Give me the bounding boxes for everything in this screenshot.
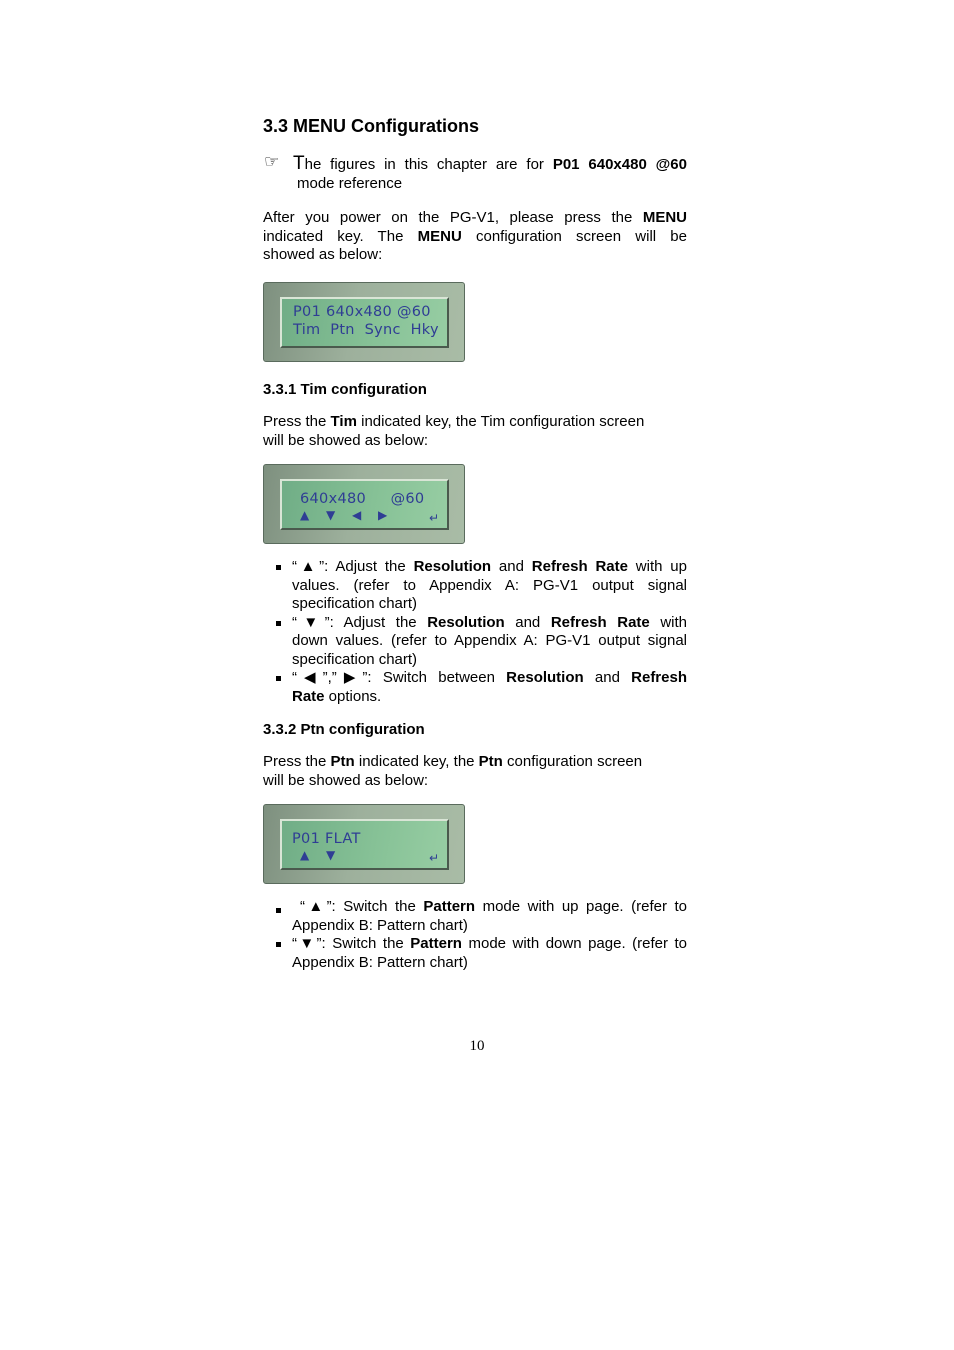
tim-heading: 3.3.1 Tim configuration — [263, 381, 427, 398]
lcd-arrows: ▲ ▼ — [300, 848, 336, 862]
lcd-display — [280, 819, 449, 870]
enter-icon: ↵ — [428, 511, 439, 525]
enter-icon: ↵ — [428, 851, 439, 865]
ptn-bullet-list — [276, 898, 687, 972]
list-item: “▼”: Switch the Pattern mode with down page. (refer to Appendix B: Pattern chart) — [276, 935, 687, 972]
lcd-arrows: ▲ ▼ ◀ ▶ — [300, 508, 388, 522]
pointing-hand-icon: ☞ — [264, 152, 280, 172]
section-title: 3.3 MENU Configurations — [263, 116, 480, 136]
lcd-line-1: 640x480 @60 — [300, 491, 425, 507]
lcd-tim-screen — [263, 464, 465, 544]
note-text: The figures in this chapter are for P01 640x480 @60 mode reference — [293, 153, 687, 192]
lcd-line-2: Tim Ptn Sync Hky — [293, 322, 439, 338]
list-item: “▲”: Switch the Pattern mode with up page. (refer to Appendix B: Pattern chart) — [276, 898, 687, 935]
page-number: 10 — [469, 1038, 485, 1054]
lcd-ptn-screen — [263, 804, 465, 884]
lcd-menu-screen — [263, 282, 465, 362]
intro-paragraph: After you power on the PG-V1, please press the MENU indicated key. The MENU configuration screen will be showed as below: — [263, 209, 687, 263]
ptn-heading: 3.3.2 Ptn configuration — [263, 721, 425, 738]
list-item: “▼”: Adjust the Resolution and Refresh Rate with down values. (refer to Appendix A: PG-V1 output signal specification chart) — [276, 614, 687, 670]
lcd-display — [280, 297, 449, 348]
tim-paragraph: Press the Tim indicated key, the Tim configuration screen will be showed as below: — [263, 413, 645, 449]
ptn-paragraph: Press the Ptn indicated key, the Ptn configuration screen will be showed as below: — [263, 753, 643, 789]
list-item: “▲”: Adjust the Resolution and Refresh Rate with up values. (refer to Appendix A: PG-V1 output signal specification chart) — [276, 558, 687, 614]
list-item: “◀”,”▶”: Switch between Resolution and Refresh Rate options. — [276, 669, 687, 706]
tim-bullet-list — [276, 558, 687, 706]
lcd-line-1: P01 FLAT — [292, 831, 361, 847]
lcd-line-1: P01 640x480 @60 — [293, 304, 431, 320]
note-line-1: The figures in this chapter are for P01 640x480 @60 — [293, 153, 687, 174]
lcd-display — [280, 479, 449, 530]
